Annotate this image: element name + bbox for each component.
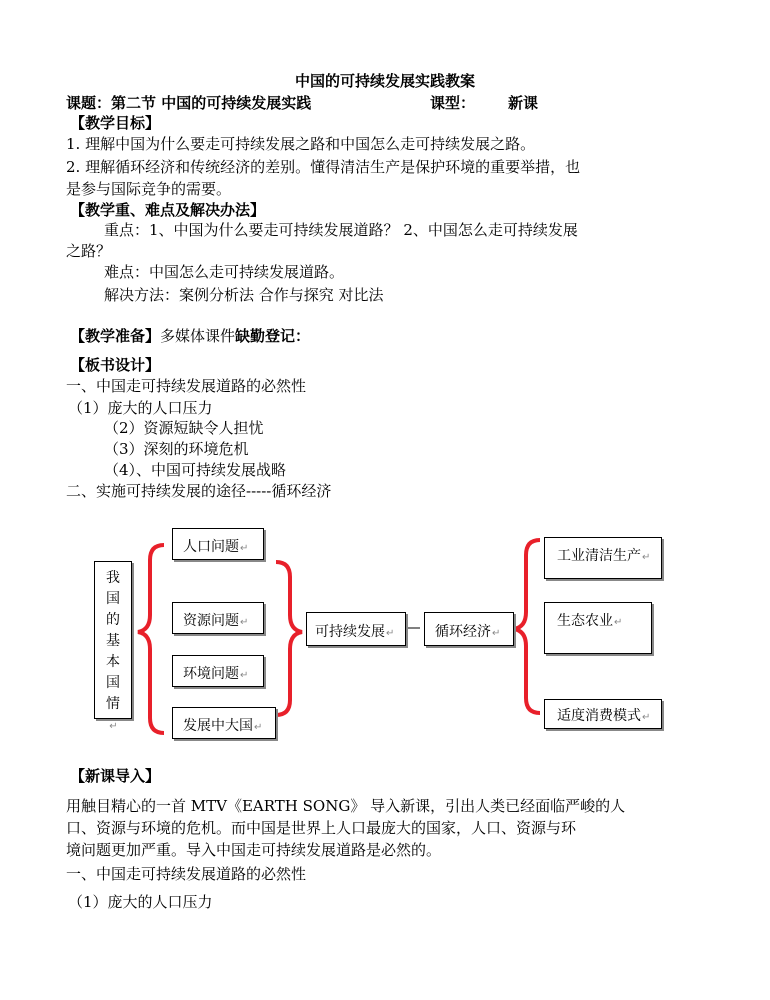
basic-conditions-return-mark: ↵	[109, 721, 118, 732]
type-value: 新课	[508, 94, 539, 112]
prep-heading: 【教学准备】	[70, 327, 161, 345]
keypoints-key-line2: 之路？	[66, 242, 112, 260]
board-line-3: （2）资源短缺令人担忧	[104, 419, 264, 437]
goal-item-2-line2: 是参与国际竞争的需要。	[66, 180, 232, 198]
center-circular-economy: 循环经济↵	[424, 612, 514, 646]
left-item-population: 人口问题↵	[172, 528, 264, 560]
left-item-environment: 环境问题↵	[172, 655, 264, 687]
left-item-resources: 资源问题↵	[172, 602, 264, 634]
intro-section-1-item-1: （1）庞大的人口压力	[68, 893, 213, 911]
board-line-5: （4）、中国可持续发展战略	[104, 461, 287, 479]
document-title: 中国的可持续发展实践教案	[294, 72, 475, 90]
intro-paragraph-line3: 境问题更加严重。导入中国走可持续发展道路是必然的。	[66, 841, 442, 859]
left-bracket	[138, 545, 164, 733]
left-item-developing-country: 发展中大国↵	[172, 707, 276, 739]
board-heading: 【板书设计】	[70, 356, 161, 374]
keypoints-heading: 【教学重、难点及解决办法】	[70, 201, 266, 219]
goal-item-2-line1: 2. 理解循环经济和传统经济的差别。懂得清洁生产是保护环境的重要举措，也	[66, 158, 581, 176]
basic-conditions-label: 我国的基本国情↵	[104, 568, 122, 737]
right-item-eco-agriculture: 生态农业↵	[544, 602, 652, 654]
board-line-6: 二、实施可持续发展的途径-----循环经济	[66, 482, 332, 500]
intro-section-1: 一、中国走可持续发展道路的必然性	[66, 865, 307, 883]
keypoints-difficulty: 难点：中国怎么走可持续发展道路。	[104, 263, 345, 281]
intro-heading: 【新课导入】	[70, 767, 161, 785]
basic-conditions-box	[94, 561, 132, 732]
goals-heading: 【教学目标】	[70, 114, 161, 132]
right-item-moderate-consumption: 适度消费模式↵	[544, 699, 662, 729]
topic-label: 课题：第二节 中国的可持续发展实践	[66, 94, 312, 112]
keypoints-methods: 解决方法：案例分析法 合作与探究 对比法	[104, 286, 384, 304]
board-line-1: 一、中国走可持续发展道路的必然性	[66, 377, 307, 395]
attendance-label: 缺勤登记：	[235, 327, 311, 345]
prep-text: 多媒体课件	[160, 327, 236, 345]
middle-bracket	[276, 562, 302, 715]
intro-paragraph-line1: 用触目精心的一首 MTV《EARTH SONG》 导入新课，引出人类已经面临严峻的人	[66, 797, 626, 815]
type-label: 课型：	[430, 94, 476, 112]
right-bracket	[514, 540, 540, 713]
goal-item-1: 1. 理解中国为什么要走可持续发展之路和中国怎么走可持续发展之路。	[66, 135, 536, 153]
center-sustainable-development: 可持续发展↵	[306, 612, 406, 646]
keypoints-key-line1: 重点：1、中国为什么要走可持续发展道路？ 2、中国怎么走可持续发展	[104, 221, 578, 239]
right-item-clean-production: 工业清洁生产↵	[544, 537, 662, 579]
board-line-4: （3）深刻的环境危机	[104, 440, 249, 458]
intro-paragraph-line2: 口、资源与环境的危机。而中国是世界上人口最庞大的国家，人口、资源与环	[66, 819, 577, 837]
board-line-2: （1）庞大的人口压力	[68, 399, 213, 417]
